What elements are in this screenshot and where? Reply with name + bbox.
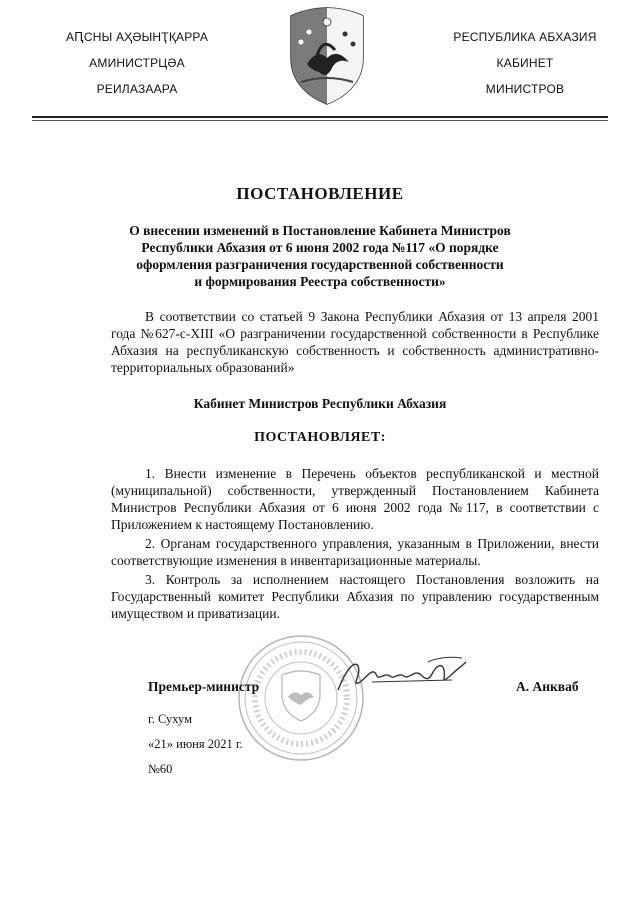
subject-line-2: Республики Абхазия от 6 июня 2002 года №117 «О порядке xyxy=(141,240,499,255)
header-right-line-2: КАБИНЕТ xyxy=(496,56,554,70)
preamble-paragraph: В соответствии со статьей 9 Закона Республики Абхазия от 13 апреля 2001 года №627-с-XIII «О разграничении государственной собственности в Республике Абхазия на республиканскую собственность и собственность административно-территориальных образований» xyxy=(111,309,599,375)
subject-line-4: и формирования Реестра собственности» xyxy=(194,274,446,289)
header-right-line-3: МИНИСТРОВ xyxy=(485,82,565,96)
signatory-role: Премьер-министр xyxy=(148,679,260,694)
document-subject xyxy=(80,222,560,290)
header-russian-block xyxy=(440,24,610,102)
decrees-heading: ПОСТАНОВЛЯЕТ: xyxy=(254,430,386,445)
place-of-issue: г. Сухум xyxy=(148,712,193,726)
header-divider-thick xyxy=(32,116,608,118)
document-title: ПОСТАНОВЛЕНИЕ xyxy=(236,184,404,203)
header-left-line-3: РЕИЛАЗААРА xyxy=(96,82,178,96)
signatory-name: А. Анкваб xyxy=(516,679,579,694)
decree-item-1: 1. Внести изменение в Перечень объектов республиканской и местной (муниципальной) собственности, утвержденный Постановлением Кабинета Министров Республики Абхазия от 6 июня 2002 года №117, в соответствии с Приложением к настоящему Постановлению. xyxy=(111,466,599,532)
issuer-line: Кабинет Министров Республики Абхазия xyxy=(193,396,447,411)
subject-line-3: оформления разграничения государственной собственности xyxy=(136,257,504,272)
header-divider-thin xyxy=(32,120,608,121)
header-left-line-2: АМИНИСТРЦӘА xyxy=(89,56,185,70)
document-number: №60 xyxy=(148,762,173,776)
header-left-line-1: АԤСНЫ АҲӘЫНҬҚАРРА xyxy=(65,30,209,44)
coat-of-arms-icon xyxy=(287,6,367,106)
subject-line-1: О внесении изменений в Постановление Кабинета Министров xyxy=(129,223,511,238)
header-abkhaz-block xyxy=(42,24,232,102)
handwritten-signature-icon xyxy=(332,652,482,702)
decree-item-2: 2. Органам государственного управления, указанным в Приложении, внести соответствующие изменения в инвентаризационные материалы. xyxy=(111,536,599,568)
issue-date: «21» июня 2021 г. xyxy=(148,737,243,751)
decree-item-3: 3. Контроль за исполнением настоящего Постановления возложить на Государственный комитет Республики Абхазия по управлению государственным имуществом и приватизации. xyxy=(111,572,599,621)
header-right-line-1: РЕСПУБЛИКА АБХАЗИЯ xyxy=(453,30,597,44)
